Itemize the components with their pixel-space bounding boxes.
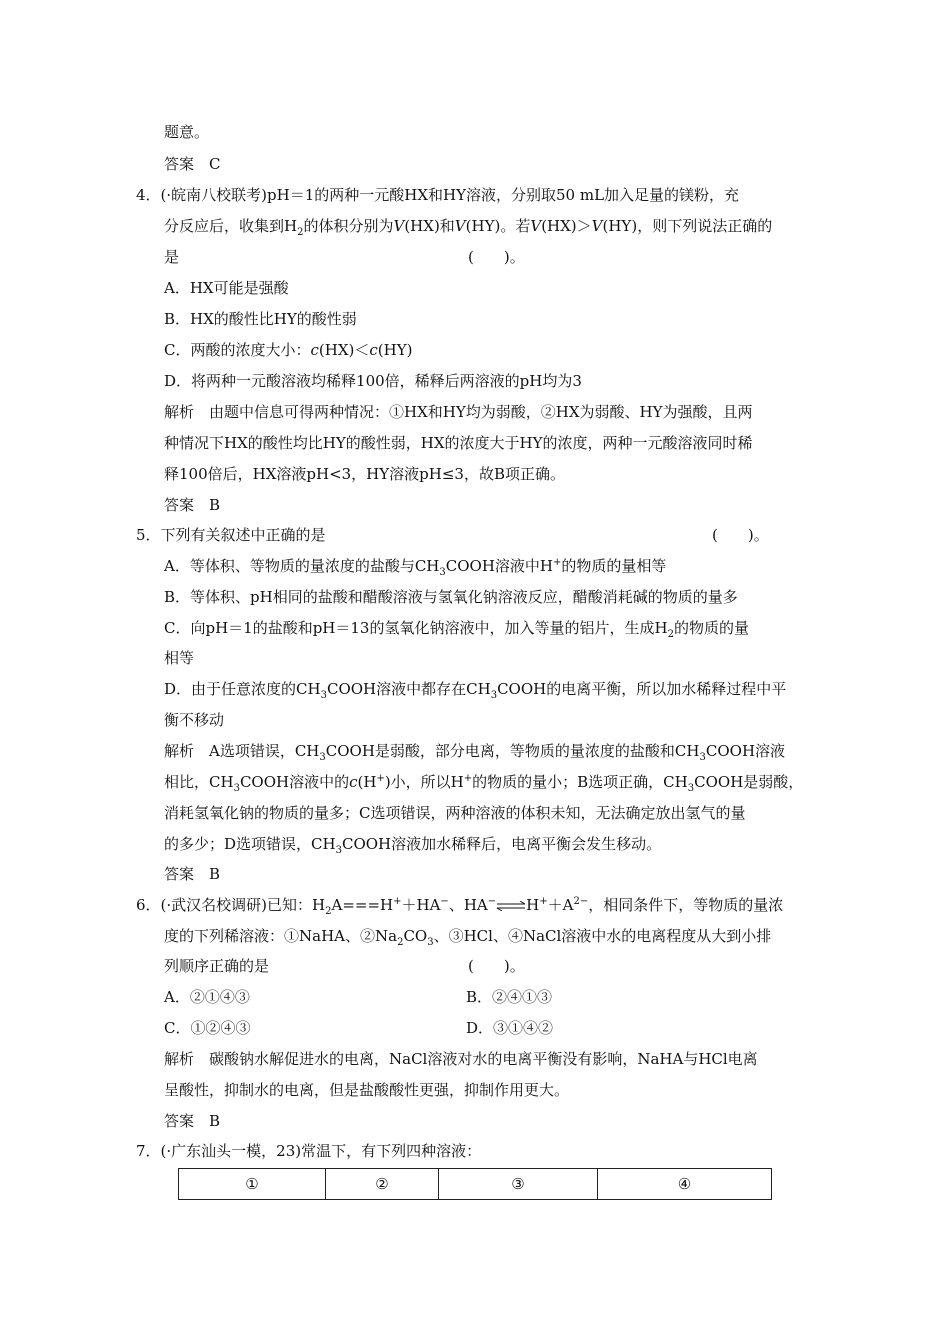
answer-paren: ( )。 bbox=[468, 957, 525, 975]
question-4-stem: 4．(·皖南八校联考)pH＝1的两种一元酸HX和HY溶液，分别取50 mL加入足量的镁粉，充 bbox=[136, 186, 740, 204]
subscript: 3 bbox=[233, 783, 240, 794]
option-d-cont: 衡不移动 bbox=[164, 711, 225, 729]
text: 的体积分别为 bbox=[303, 217, 394, 235]
option-c bbox=[164, 618, 749, 638]
subscript: 2 bbox=[667, 629, 674, 640]
superscript: + bbox=[553, 557, 562, 568]
text: (HY)。若 bbox=[465, 217, 531, 235]
text: ，相同条件下，等物质的量浓 bbox=[588, 896, 784, 914]
answer-line: 答案 B bbox=[164, 1112, 221, 1130]
subscript: 3 bbox=[320, 690, 327, 701]
explanation: 解析 由题中信息可得两种情况：①HX和HY均为弱酸，②HX为弱酸、HY为强酸，且两 bbox=[164, 403, 753, 421]
text: A===H bbox=[331, 896, 394, 914]
text: )小，所以H bbox=[384, 773, 464, 791]
question-6-stem-2 bbox=[164, 926, 771, 946]
italic-var: V bbox=[393, 217, 405, 235]
explanation bbox=[164, 834, 661, 854]
text: C．两酸的浓度大小： bbox=[164, 341, 311, 359]
explanation: 释100倍后，HX溶液pH<3，HY溶液pH≤3，故B项正确。 bbox=[164, 465, 565, 483]
text: D．由于任意浓度的CH bbox=[164, 680, 321, 698]
subscript: 2 bbox=[325, 906, 332, 917]
text: ＋A bbox=[547, 896, 574, 914]
italic-var: c bbox=[369, 341, 378, 359]
text: 6．(·武汉名校调研)已知：H bbox=[136, 896, 326, 914]
text: COOH是弱酸， bbox=[694, 773, 804, 791]
option-b: B．等体积、pH相同的盐酸和醋酸溶液与氢氧化钠溶液反应，醋酸消耗碱的物质的量多 bbox=[164, 588, 738, 606]
text: 、HA bbox=[448, 896, 488, 914]
question-7-stem: 7．(·广东汕头一模，23)常温下，有下列四种溶液： bbox=[136, 1142, 482, 1160]
option-b: B．HX的酸性比HY的酸性弱 bbox=[164, 310, 357, 328]
explanation bbox=[164, 772, 803, 792]
text: (HY)，则下列说法正确的 bbox=[602, 217, 773, 235]
explanation: 呈酸性，抑制水的电离，但是盐酸酸性更强，抑制作用更大。 bbox=[164, 1081, 570, 1099]
italic-var: c bbox=[349, 773, 358, 791]
text: 、③HCl、④NaCl溶液中水的电离程度从大到小排 bbox=[433, 927, 772, 945]
table-header-cell: ① bbox=[179, 1169, 326, 1200]
answer-line: 答案 C bbox=[164, 155, 221, 173]
option-d: D．③①④② bbox=[466, 1019, 554, 1037]
option-a: A．②①④③ bbox=[164, 988, 250, 1006]
text: 的物质的量 bbox=[673, 619, 749, 637]
table-row bbox=[179, 1169, 772, 1200]
italic-var: V bbox=[530, 217, 542, 235]
option-c-cont: 相等 bbox=[164, 649, 195, 667]
table-header-cell: ④ bbox=[598, 1169, 772, 1200]
text: COOH的电离平衡，所以加水稀释过程中平 bbox=[497, 680, 787, 698]
text: H bbox=[526, 896, 540, 914]
option-b: B．②④①③ bbox=[466, 988, 553, 1006]
option-a bbox=[164, 556, 666, 576]
text: (HY) bbox=[377, 341, 413, 359]
text: (HX)＜ bbox=[318, 341, 370, 359]
superscript: − bbox=[440, 896, 449, 907]
superscript: 2− bbox=[573, 896, 589, 907]
option-d: D．将两种一元酸溶液均稀释100倍，稀释后两溶液的pH均为3 bbox=[164, 372, 582, 390]
text: COOH溶液中H bbox=[445, 557, 554, 575]
option-d bbox=[164, 679, 786, 699]
answer-paren: ( )。 bbox=[712, 526, 769, 544]
superscript: + bbox=[393, 896, 402, 907]
subscript: 2 bbox=[297, 227, 304, 238]
text: COOH溶液中的 bbox=[239, 773, 350, 791]
subscript: 3 bbox=[335, 845, 342, 856]
superscript: + bbox=[376, 773, 385, 784]
subscript: 3 bbox=[427, 937, 434, 948]
text: 解析 A选项错误，CH bbox=[164, 742, 320, 760]
superscript: + bbox=[539, 896, 548, 907]
question-6-stem-3: 列顺序正确的是 bbox=[164, 957, 270, 975]
equilibrium-arrow-icon bbox=[496, 901, 526, 911]
italic-var: V bbox=[591, 217, 603, 235]
text-line: 题意。 bbox=[164, 123, 210, 141]
answer-line: 答案 B bbox=[164, 865, 221, 883]
italic-var: c bbox=[310, 341, 319, 359]
solutions-table bbox=[178, 1168, 772, 1200]
text: COOH溶液中都存在CH bbox=[326, 680, 491, 698]
text: C．向pH＝1的盐酸和pH＝13的氢氧化钠溶液中，加入等量的铝片，生成H bbox=[164, 619, 668, 637]
text: COOH是弱酸，部分电离，等物质的量浓度的盐酸和CH bbox=[325, 742, 700, 760]
subscript: 3 bbox=[687, 783, 695, 794]
text: 的多少；D选项错误，CH bbox=[164, 835, 336, 853]
text: A．等体积、等物质的量浓度的盐酸与CH bbox=[164, 557, 440, 575]
text: 的物质的量小；B选项正确，CH bbox=[472, 773, 688, 791]
text: COOH溶液加水稀释后，电离平衡会发生移动。 bbox=[341, 835, 662, 853]
text: (HX)和 bbox=[404, 217, 455, 235]
question-6-stem bbox=[136, 895, 783, 915]
explanation bbox=[164, 741, 785, 761]
option-c: C．①②④③ bbox=[164, 1019, 251, 1037]
option-a: A．HX可能是强酸 bbox=[164, 279, 289, 297]
question-4-stem-2 bbox=[164, 216, 772, 236]
text: COOH溶液 bbox=[705, 742, 786, 760]
text: 的物质的量相等 bbox=[561, 557, 667, 575]
explanation: 种情况下HX的酸性均比HY的酸性弱，HX的浓度大于HY的浓度，两种一元酸溶液同时稀 bbox=[164, 434, 753, 452]
answer-paren: ( )。 bbox=[468, 248, 525, 266]
subscript: 3 bbox=[490, 690, 498, 701]
answer-line: 答案 B bbox=[164, 496, 221, 514]
superscript: + bbox=[463, 773, 473, 784]
text: (H bbox=[357, 773, 377, 791]
question-5-stem: 5．下列有关叙述中正确的是 bbox=[136, 526, 326, 544]
italic-var: V bbox=[454, 217, 466, 235]
subscript: 3 bbox=[699, 752, 706, 763]
text: ＋HA bbox=[401, 896, 441, 914]
superscript: − bbox=[487, 896, 497, 907]
text: 相比，CH bbox=[164, 773, 234, 791]
table-header-cell: ② bbox=[326, 1169, 439, 1200]
option-c bbox=[164, 340, 412, 360]
explanation: 消耗氢氧化钠的物质的量多；C选项错误，两种溶液的体积未知，无法确定放出氢气的量 bbox=[164, 804, 746, 822]
text: CO bbox=[403, 927, 428, 945]
subscript: 2 bbox=[397, 937, 404, 948]
text: 分反应后，收集到H bbox=[164, 217, 298, 235]
text: 度的下列稀溶液：①NaHA、②Na bbox=[164, 927, 398, 945]
text: (HX)＞ bbox=[541, 217, 592, 235]
question-4-stem-3: 是 bbox=[164, 248, 180, 266]
subscript: 3 bbox=[319, 752, 326, 763]
subscript: 3 bbox=[439, 567, 446, 578]
explanation: 解析 碳酸钠水解促进水的电离，NaCl溶液对水的电离平衡没有影响，NaHA与HCl电离 bbox=[164, 1050, 758, 1068]
table-header-cell: ③ bbox=[439, 1169, 598, 1200]
